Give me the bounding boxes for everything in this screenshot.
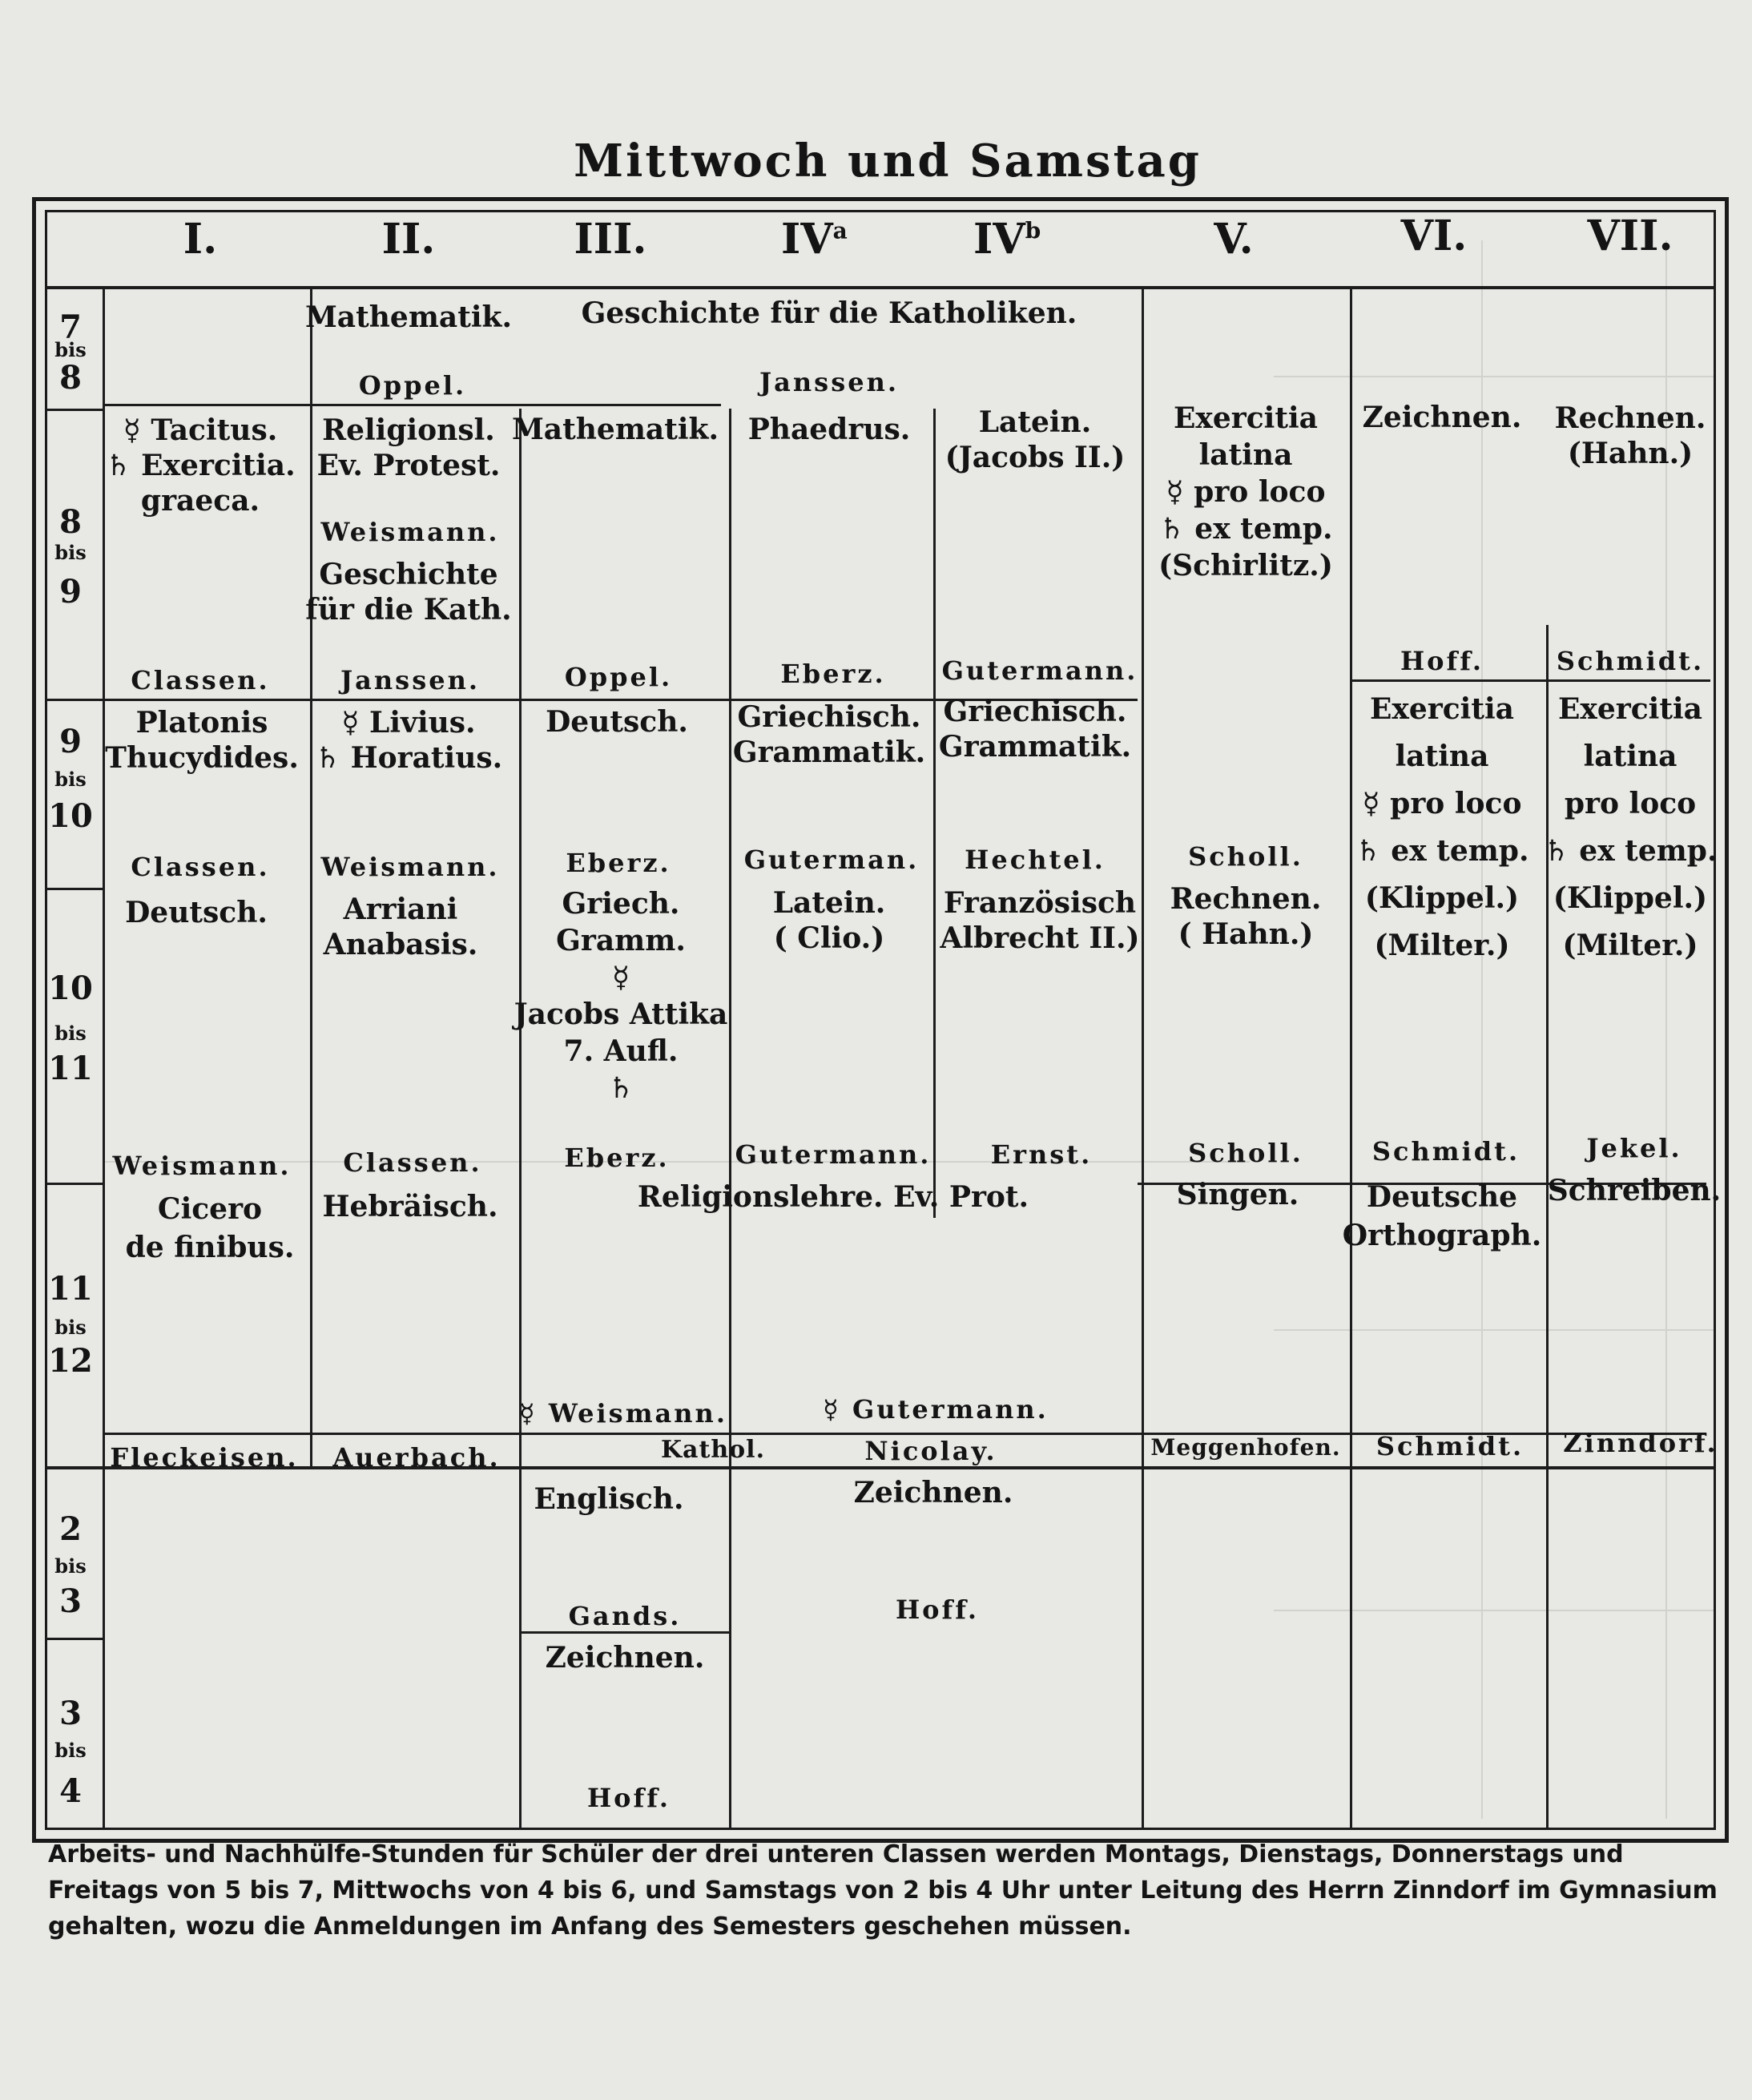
column-header-ivb: $IV^b$ (973, 215, 1041, 264)
time-sep: bis (54, 1022, 87, 1045)
col-rule (1142, 286, 1144, 1830)
cell-subject: Singen. (1176, 1178, 1299, 1211)
cell-subject: Exercitia latina ☿ pro loco ♄ ex temp. (Schirlitz.) (1158, 401, 1333, 582)
column-header-v: V. (1214, 215, 1254, 264)
row-rule (45, 1638, 103, 1640)
time-from: 7 (59, 308, 82, 346)
cell-teacher: Weismann. (320, 517, 500, 547)
cell-subject: Zeichnen. (1362, 401, 1522, 434)
cell-teacher: Auerbach. (332, 1442, 501, 1473)
cell-teacher: Nicolay. (864, 1436, 997, 1466)
cell-teacher: ☿ Gutermann. (823, 1394, 1049, 1425)
col-rule (519, 409, 522, 1830)
cell-teacher: Jekel. (1586, 1133, 1682, 1163)
cell-subject: Geschichte für die Kath. (305, 558, 512, 627)
time-to: 8 (59, 359, 82, 397)
cell-subject: Geschichte für die Katholiken. (581, 296, 1077, 330)
cell-teacher: Gands. (568, 1601, 682, 1631)
row-rule (521, 1433, 1706, 1435)
cell-teacher: Zinndorf. (1563, 1428, 1718, 1458)
cell-subject: ☿ Livius. ♄ Horatius. (314, 706, 503, 775)
cell-subject: Latein. (Jacobs II.) (944, 405, 1126, 474)
cell-subject: Arriani Anabasis. (323, 893, 478, 961)
cell-subject: ☿ Tacitus. ♄ Exercitia. graeca. (105, 413, 296, 518)
row-rule (45, 888, 103, 890)
time-to: 12 (48, 1342, 93, 1380)
cell-subject: Griechisch. Grammatik. (732, 700, 926, 769)
time-to: 11 (48, 1050, 93, 1087)
col-rule (933, 409, 936, 1218)
cell-subject: Exercitia latina pro loco ♄ ex temp. (Klippel.) (Milter.) (1543, 692, 1718, 962)
col-rule (729, 409, 731, 1830)
cell-subject: Rechnen. ( Hahn.) (1170, 882, 1322, 951)
time-to: 3 (59, 1582, 82, 1620)
col-rule (1350, 286, 1352, 1830)
cell-teacher: Weismann. (320, 852, 500, 882)
cell-subject: Griech. Gramm. ☿ Jacobs Attika 7. Aufl. ♄ (514, 887, 728, 1105)
time-from: 9 (59, 723, 82, 760)
cell-teacher: Oppel. (564, 662, 673, 692)
cell-teacher: Janssen. (759, 367, 899, 397)
row-rule (45, 1183, 103, 1185)
cell-subject: Mathematik. (304, 300, 513, 334)
time-from: 10 (48, 969, 93, 1007)
time-sep: bis (54, 1316, 87, 1339)
cell-teacher: Meggenhofen. (1150, 1434, 1341, 1461)
cell-teacher: Classen. (131, 852, 270, 882)
row-rule (104, 1433, 521, 1435)
cell-subject: Platonis Thucydides. (105, 706, 299, 775)
cell-subject: Cicero de finibus. (125, 1192, 295, 1264)
cell-teacher: Gutermann. (941, 655, 1138, 686)
time-sep: bis (54, 541, 87, 564)
cell-teacher: Hoff. (586, 1783, 671, 1813)
cell-teacher: Hechtel. (965, 844, 1106, 875)
cell-subject: Religionslehre. Ev. Prot. (637, 1180, 1029, 1214)
cell-teacher: Schmidt. (1371, 1136, 1520, 1167)
column-header-iii: III. (574, 215, 647, 264)
time-from: 3 (59, 1695, 82, 1732)
time-from: 11 (48, 1270, 93, 1308)
cell-subject: Schreiben. (1547, 1174, 1722, 1207)
cell-teacher: Gutermann. (735, 1139, 932, 1170)
cell-teacher: Hoff. (895, 1594, 980, 1625)
cell-teacher: ☿ Weismann. (519, 1398, 727, 1429)
cell-teacher: Eberz. (564, 1143, 670, 1173)
cell-subject: Religionsl. Ev. Protest. (316, 413, 501, 482)
column-header-ii: II. (381, 215, 436, 264)
footer-note: Arbeits- und Nachhülfe-Stunden für Schüler der drei unteren Classen werden Montags, Dienstags, Donnerstags und Freitags von 5 bis 7, Mittwochs von 4 bis 6, und Samstags von 2 bis 4 Uhr unter Leitung des Herrn Zinndorf im Gymnasium gehalten, wozu die Anmeldungen im Anfang des Semesters geschehen müssen. (48, 1840, 1718, 1941)
cell-subject: Phaedrus. (747, 413, 911, 446)
cell-teacher: Kathol. (660, 1436, 766, 1464)
time-to: 10 (48, 797, 93, 835)
cell-teacher: Weismann. (112, 1151, 292, 1181)
row-rule (521, 1631, 729, 1634)
cell-teacher: Janssen. (340, 665, 480, 695)
header-rule (45, 286, 1716, 289)
cell-subject: Französisch Albrecht II.) (940, 886, 1140, 955)
time-sep: bis (54, 1554, 87, 1578)
row-rule (1350, 679, 1710, 682)
timetable-inner-frame (45, 210, 1716, 1830)
row-rule (45, 409, 103, 411)
time-to: 9 (59, 573, 82, 611)
cell-subject: Englisch. (534, 1482, 684, 1516)
column-header-vii: VII. (1587, 212, 1673, 260)
cell-teacher: Oppel. (358, 370, 467, 401)
cell-teacher: Eberz. (566, 848, 671, 878)
cell-subject: Deutsch. (546, 705, 688, 739)
cell-teacher: Ernst. (990, 1139, 1093, 1170)
cell-subject: Griechisch. Grammatik. (938, 695, 1132, 764)
cell-teacher: Fleckeisen. (110, 1442, 299, 1473)
cell-subject: Deutsch. (125, 896, 268, 929)
cell-subject: Zeichnen. (545, 1641, 705, 1675)
cell-subject: Mathematik. (511, 413, 719, 446)
cell-teacher: Eberz. (780, 659, 886, 689)
cell-teacher: Scholl. (1188, 841, 1303, 872)
cell-teacher: Guterman. (743, 844, 920, 875)
time-to: 4 (59, 1772, 82, 1810)
cell-subject: Zeichnen. (853, 1476, 1013, 1510)
column-header-vi: VI. (1400, 212, 1468, 260)
time-sep: bis (54, 768, 87, 791)
cell-teacher: Hoff. (1400, 646, 1484, 676)
column-header-i: I. (183, 215, 218, 264)
cell-teacher: Classen. (343, 1147, 482, 1178)
row-rule (104, 404, 721, 406)
col-rule (310, 286, 312, 1468)
cell-subject: Hebräisch. (322, 1190, 498, 1223)
time-from: 8 (59, 503, 82, 541)
cell-subject: Exercitia latina ☿ pro loco ♄ ex temp. (Klippel.) (Milter.) (1355, 692, 1529, 962)
time-sep: bis (54, 1739, 87, 1762)
time-from: 2 (59, 1510, 82, 1548)
column-header-iva: $IV^a$ (781, 215, 848, 264)
cell-teacher: Schmidt. (1375, 1431, 1524, 1461)
cell-subject: Latein. ( Clio.) (772, 886, 886, 955)
cell-teacher: Scholl. (1188, 1138, 1303, 1168)
cell-subject: Deutsche Orthograph. (1342, 1180, 1542, 1252)
cell-teacher: Schmidt. (1556, 646, 1705, 676)
row-rule (45, 699, 103, 701)
cell-teacher: Classen. (131, 665, 270, 695)
cell-subject: Rechnen. (Hahn.) (1554, 401, 1706, 470)
page-title: Mittwoch und Samstag (574, 135, 1202, 187)
time-sep: bis (54, 338, 87, 361)
